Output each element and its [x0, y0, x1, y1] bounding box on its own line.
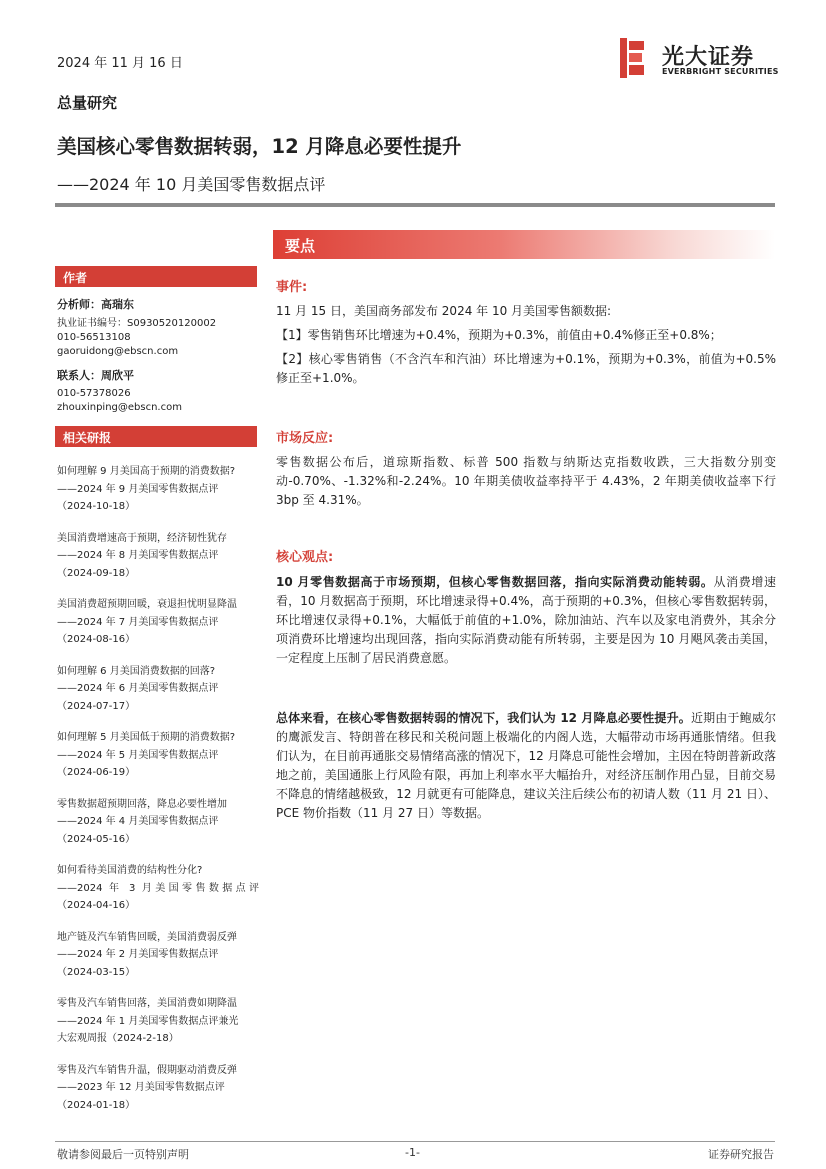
- view-2-lead: 总体来看，在核心零售数据转弱的情况下，我们认为 12 月降息必要性提升。: [276, 711, 691, 725]
- related-report-title: 地产链及汽车销售回暖，美国消费弱反弹: [57, 931, 237, 943]
- author-heading: [55, 266, 257, 287]
- report-category: 总量研究: [57, 94, 118, 112]
- related-report-date: （2024-08-16）: [57, 634, 136, 645]
- report-subtitle: ——2024 年 10 月美国零售数据点评: [57, 175, 326, 194]
- related-report-sub: ——2024 年 3 月美国零售数据点评: [57, 882, 259, 894]
- related-heading-label: 相关研报: [63, 431, 112, 445]
- event-item-2: 【2】核心零售销售（不含汽车和汽油）环比增速为+0.1%，预期为+0.3%，前值为+0.5%修正至+1.0%。: [276, 352, 776, 385]
- related-report-title: 美国消费增速高于预期，经济韧性犹存: [57, 532, 227, 544]
- event-item-1: 【1】零售销售环比增速为+0.4%，预期为+0.3%，前值由+0.4%修正至+0.8%；: [276, 328, 722, 342]
- contact-email[interactable]: zhouxinping@ebscn.com: [57, 402, 182, 413]
- event-section-title: 事件:: [276, 280, 308, 295]
- related-report-title: 如何理解 5 月美国低于预期的消费数据?: [57, 732, 236, 743]
- footer-divider: [55, 1141, 775, 1142]
- related-report-sub: ——2024 年 9 月美国零售数据点评: [57, 483, 219, 495]
- view-paragraph-1: [276, 573, 776, 673]
- related-report-sub: ——2024 年 7 月美国零售数据点评: [57, 616, 219, 628]
- related-report-item[interactable]: [57, 862, 259, 915]
- analyst-name: 分析师：高瑞东: [57, 298, 134, 311]
- event-intro: 11 月 15 日，美国商务部发布 2024 年 10 月美国零售额数据:: [276, 304, 612, 318]
- related-report-sub: ——2024 年 4 月美国零售数据点评: [57, 816, 219, 827]
- view-section-title: 核心观点:: [276, 550, 334, 565]
- header-divider: [55, 203, 775, 207]
- related-report-date: （2024-05-16）: [57, 833, 136, 845]
- related-report-title: 零售数据超预期回落，降息必要性增加: [57, 798, 227, 810]
- everbright-logo-icon: [618, 38, 646, 78]
- related-report-item[interactable]: [57, 929, 259, 982]
- related-report-date: （2024-04-16）: [57, 900, 136, 911]
- related-report-title: 如何看待美国消费的结构性分化?: [57, 865, 203, 876]
- report-title: 美国核心零售数据转弱，12 月降息必要性提升: [57, 135, 462, 158]
- footer-report-type: 证券研究报告: [708, 1148, 774, 1161]
- related-report-title: 如何理解 9 月美国高于预期的消费数据?: [57, 466, 236, 477]
- related-report-item[interactable]: [57, 995, 259, 1048]
- analyst-email[interactable]: gaoruidong@ebscn.com: [57, 346, 179, 357]
- related-report-sub: ——2024 年 5 月美国零售数据点评: [57, 749, 219, 761]
- related-report-title: 零售及汽车销售回落，美国消费如期降温: [57, 998, 237, 1009]
- related-report-sub: ——2023 年 12 月美国零售数据点评: [57, 1082, 225, 1093]
- related-reports-list: [57, 463, 259, 1128]
- related-report-date: （2024-09-18）: [57, 567, 136, 579]
- related-heading: [55, 426, 257, 447]
- related-report-item[interactable]: [57, 596, 259, 649]
- related-report-title: 美国消费超预期回暖，衰退担忧明显降温: [57, 599, 237, 610]
- key-points-label: 要点: [285, 237, 316, 255]
- company-logo: [618, 36, 778, 82]
- market-section: [276, 453, 776, 515]
- analyst-phone: 010-56513108: [57, 332, 131, 343]
- related-report-date: （2024-01-18）: [57, 1099, 136, 1111]
- related-report-date: （2024-06-19）: [57, 767, 136, 778]
- related-report-date: （2024-10-18）: [57, 501, 136, 512]
- view-1-body: 从消费增速看，10 月数据高于预期，环比增速录得+0.4%，高于预期的+0.3%，但核心零售数据转弱，环比增速仅录得+0.1%，大幅低于前值的+1.0%，除加油站、汽车以及家电消费外，其余分项消费环比增速均出现回落，指向实际消费动能有所转弱，主要是因为 10 月飓风袭击美国，一定程度上压制了居民消费意愿。: [276, 575, 776, 665]
- related-report-title: 零售及汽车销售升温，假期驱动消费反弹: [57, 1064, 237, 1076]
- related-report-item[interactable]: [57, 463, 259, 516]
- logo-text-en: EVERBRIGHT SECURITIES: [662, 67, 779, 76]
- related-report-item[interactable]: [57, 530, 259, 583]
- related-report-title: 如何理解 6 月美国消费数据的回落?: [57, 665, 216, 677]
- contact-name: 联系人：周欣平: [57, 369, 134, 382]
- analyst-cert: 执业证书编号：S0930520120002: [57, 318, 217, 329]
- related-report-sub: ——2024 年 6 月美国零售数据点评: [57, 683, 219, 694]
- event-section: [276, 302, 776, 393]
- market-section-title: 市场反应:: [276, 431, 334, 446]
- view-2-body: 近期由于鲍威尔的鹰派发言、特朗普在移民和关税问题上极端化的内阁人选，大幅带动市场再通胀情绪。但我们认为，在目前再通胀交易情绪高涨的情况下，12 月降息可能性会增加，主因在特朗普新政落地之前，美国通胀上行风险有限，再加上利率水平大幅抬升，对经济压制作用凸显，目前交易不降息的情绪越极致，12 月就更有可能降息，建议关注后续公布的初请人数（11 月 21 日）、PCE 物价指数（11 月 27 日）等数据。: [276, 711, 776, 820]
- related-report-sub: ——2024 年 2 月美国零售数据点评: [57, 949, 219, 960]
- key-points-banner: [273, 230, 775, 259]
- footer-disclaimer[interactable]: 敬请参阅最后一页特别声明: [57, 1148, 189, 1161]
- logo-text-cn: 光大证券: [662, 45, 755, 70]
- report-date: 2024 年 11 月 16 日: [57, 56, 183, 71]
- page-number: -1-: [405, 1146, 420, 1159]
- related-report-sub: ——2024 年 8 月美国零售数据点评: [57, 550, 219, 561]
- related-report-sub: [57, 1013, 247, 1048]
- related-report-item[interactable]: [57, 796, 259, 849]
- related-report-item[interactable]: [57, 729, 259, 782]
- view-paragraph-2: [276, 709, 776, 828]
- author-heading-label: 作者: [63, 271, 88, 285]
- market-text: 零售数据公布后，道琼斯指数、标普 500 指数与纳斯达克指数收跌，三大指数分别变动-0.70%、-1.32%和-2.24%。10 年期美债收益率持平于 4.43%，2 年期美债收益率下行 3bp 至 4.31%。: [276, 455, 776, 507]
- related-report-date: （2024-07-17）: [57, 700, 136, 712]
- related-report-item[interactable]: [57, 1062, 259, 1115]
- related-report-date: （2024-03-15）: [57, 966, 136, 978]
- contact-phone: 010-57378026: [57, 388, 131, 399]
- related-report-item[interactable]: [57, 663, 259, 716]
- related-report-sub-text: ——2024 年 1 月美国零售数据点评兼光大宏观周报: [57, 1015, 239, 1044]
- related-report-date: （2024-2-18）: [107, 1033, 179, 1044]
- view-1-lead: 10 月零售数据高于市场预期，但核心零售数据回落，指向实际消费动能转弱。: [276, 575, 714, 589]
